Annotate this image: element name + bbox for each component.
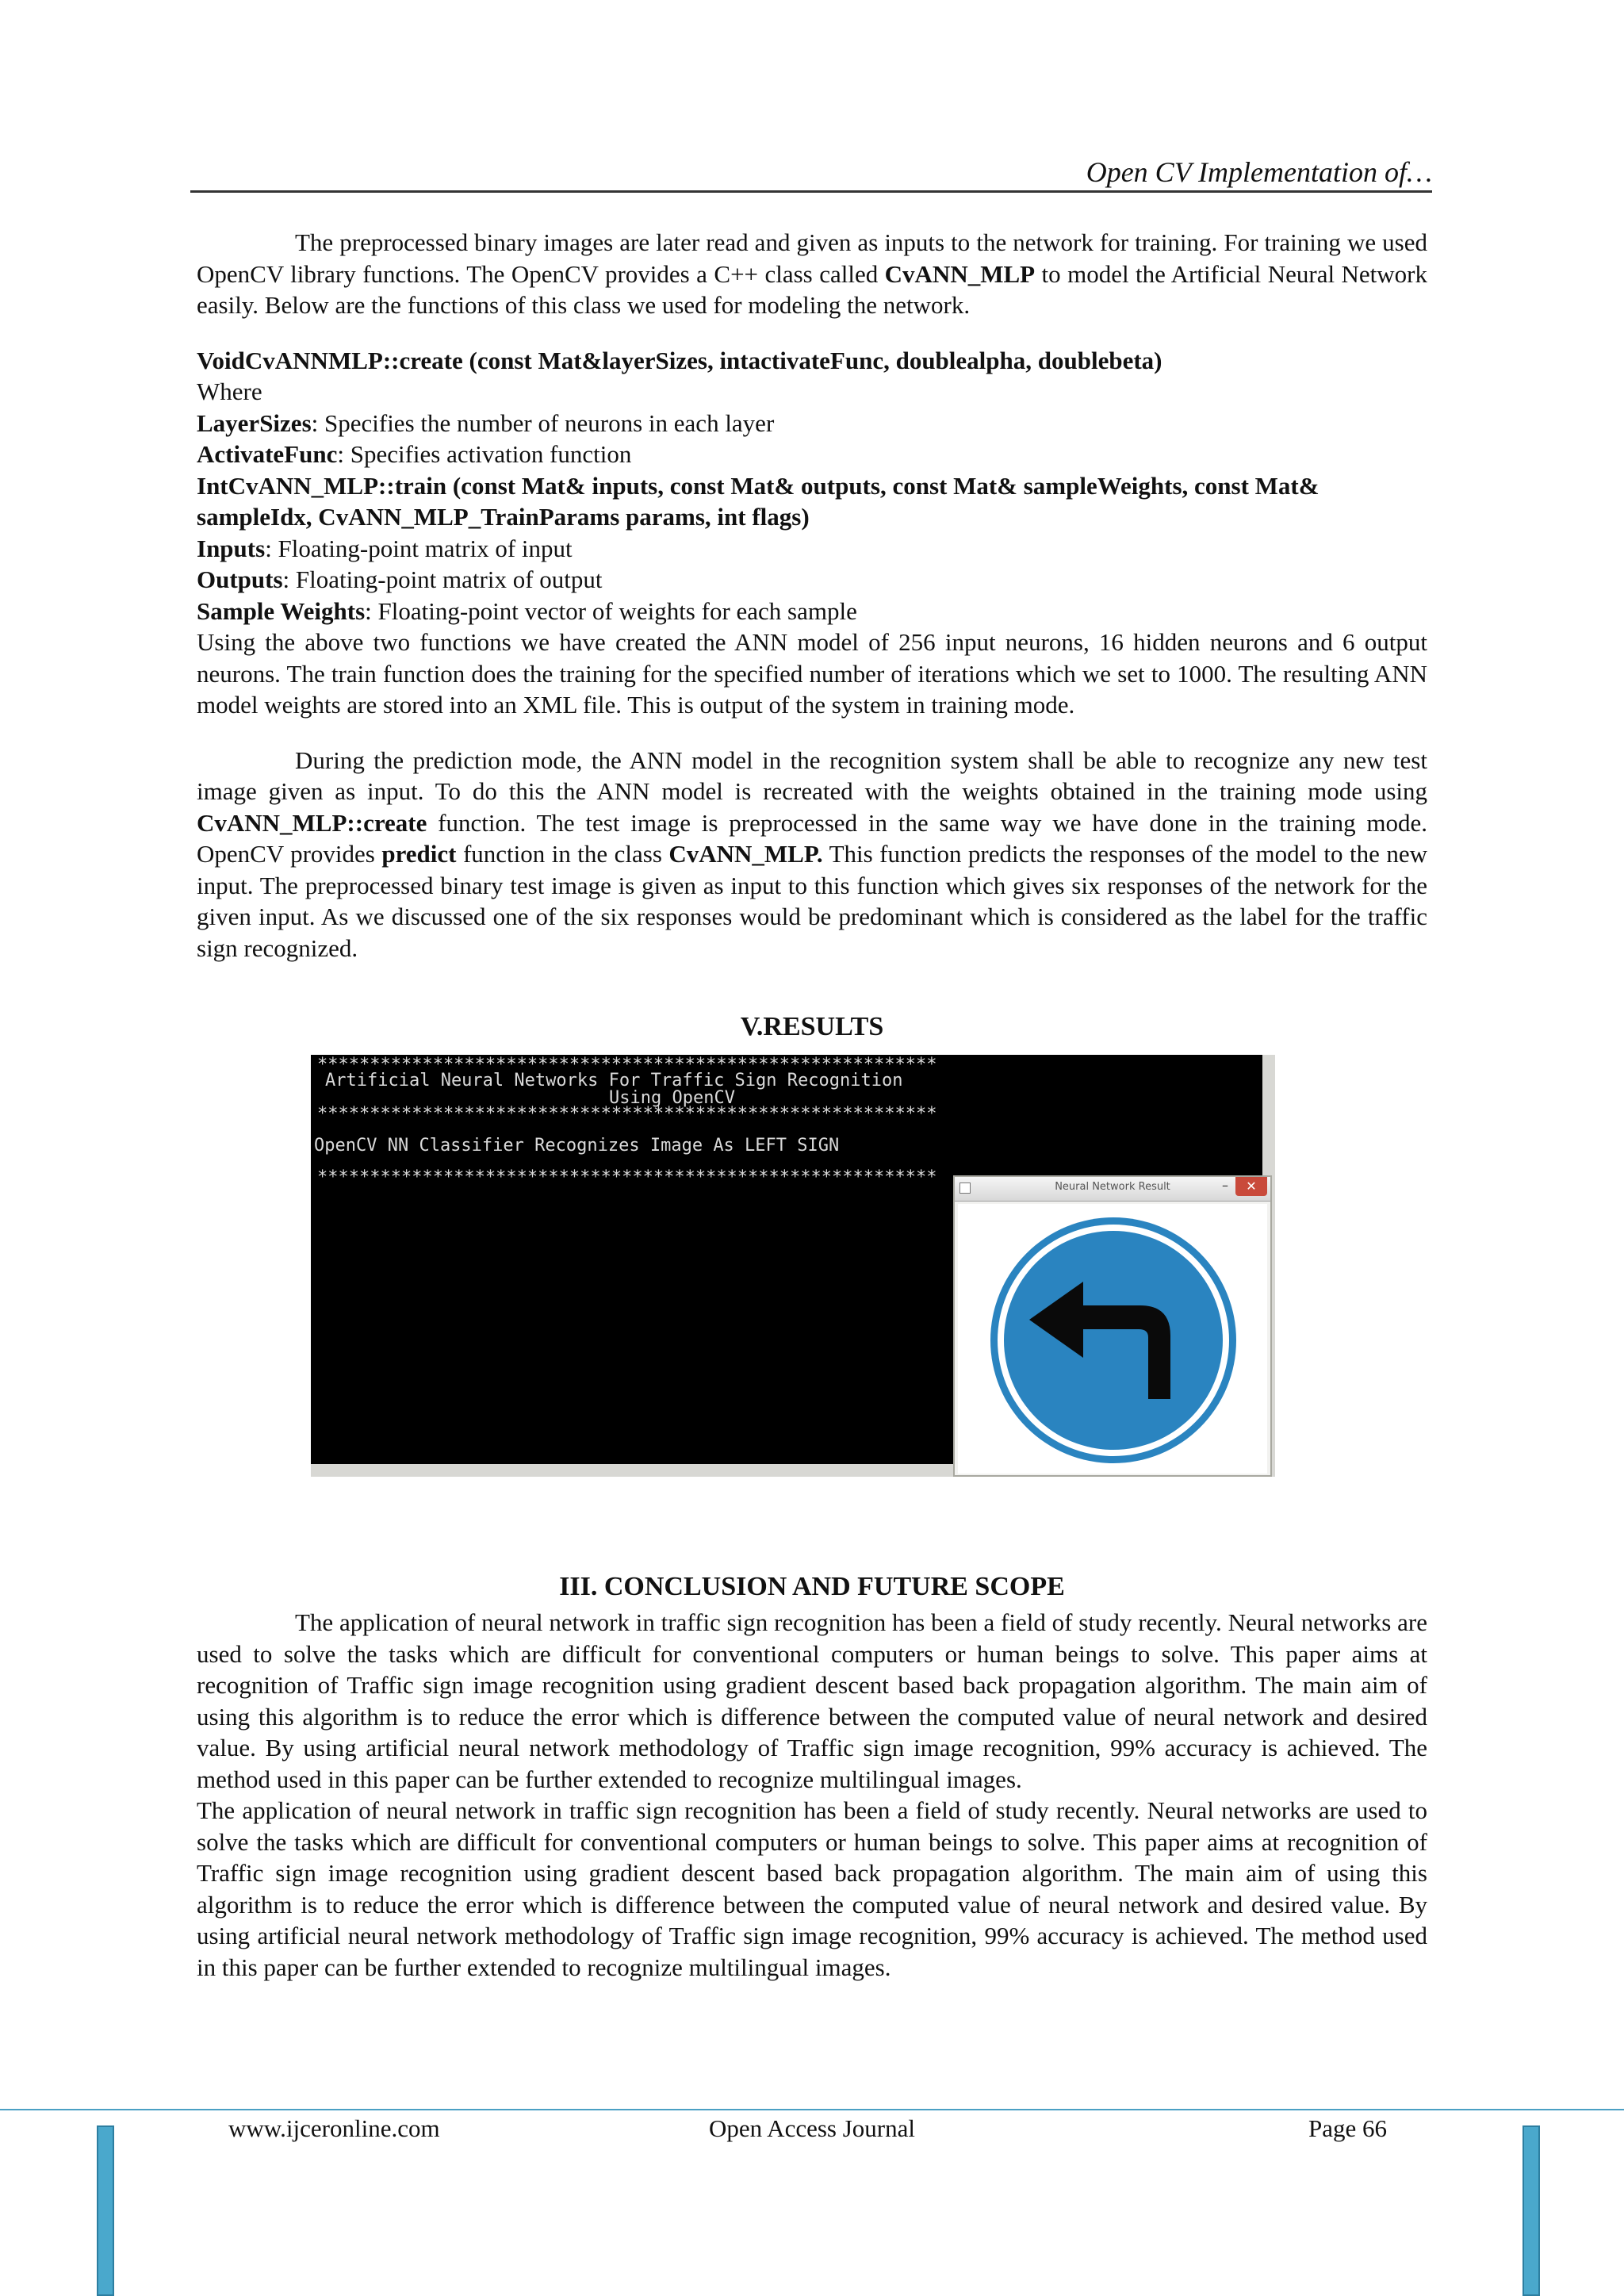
console-stars-bottom: *********************************************************** (317, 1167, 937, 1187)
console-stars-mid: *********************************************************** (317, 1104, 937, 1124)
minimize-icon[interactable]: – (1222, 1178, 1228, 1193)
footer-journal: Open Access Journal (709, 2114, 915, 2142)
inline-code-term: CvANN_MLP (884, 259, 1036, 288)
definition-desc: : Specifies activation function (337, 440, 632, 468)
paragraph-gap (197, 721, 1427, 745)
header-rule (190, 190, 1432, 193)
inline-code-term: CvANN_MLP. (668, 840, 823, 868)
definition-item (197, 533, 1427, 565)
left-turn-sign-image (958, 1204, 1267, 1474)
paragraph-model-summary: Using the above two functions we have created the ANN model of 256 input neurons, 16 hidden neurons and 6 output neurons. The train function does the training for the specified number of iterations which we set to 1000. The resulting ANN model weights are stored into an XML file. This is output of the system in training mode. (197, 628, 1427, 719)
body-text (197, 227, 1427, 964)
popup-image-area (958, 1204, 1267, 1474)
text-run: This function predicts the responses of the model to the new input. The preprocessed binary test image is given as input to this function which gives six responses of the network for the given input. As we discussed one of the six responses would be predominant which is considered as the label for the traffic sign recognized. (197, 840, 1427, 962)
definition-term: Outputs (197, 565, 283, 593)
paragraph-prediction (197, 745, 1427, 964)
text-run: The preprocessed binary images are later read and given as inputs to the network for training. For training we used OpenCV library functions. The OpenCV provides a C++ class called (197, 228, 1427, 288)
where-label: Where (197, 378, 262, 405)
console-title-line1: Artificial Neural Networks For Traffic Sign Recognition (325, 1071, 903, 1091)
result-popup-window (953, 1175, 1272, 1477)
conclusion-paragraph-2: The application of neural network in traffic sign recognition has been a field of study recently. Neural networks are used to solve the tasks which are difficult for conventional computers or human beings to solve. This paper aims at recognition of Traffic sign image recognition using gradient descent based back propagation algorithm. The main aim of using this algorithm is to reduce the error which is difference between the computed value of neural network and desired value. By using artificial neural network methodology of Traffic sign image recognition, 99% accuracy is achieved. The method used in this paper can be further extended to recognize multilingual images. (197, 1796, 1427, 1981)
text-run: During the prediction mode, the ANN model in the recognition system shall be able to recognize any new test image given as input. To do this the ANN model is recreated with the weights obtained in the training mode using (197, 746, 1427, 805)
function-create-signature: VoidCvANNMLP::create (const Mat&layerSizes, intactivateFunc, doublealpha, doublebeta) (197, 346, 1162, 374)
definition-item (197, 408, 1427, 439)
text-run: function. The test image is preprocessed in the same way we have done in the training mode. OpenCV provides (197, 808, 1427, 868)
definition-item (197, 439, 1427, 470)
footer-website: www.ijceronline.com (228, 2114, 440, 2142)
definition-term: Inputs (197, 534, 266, 562)
console-title-line2: Using OpenCV (609, 1088, 735, 1108)
paragraph-intro (197, 227, 1427, 321)
footer-decor-bar-left (97, 2125, 114, 2296)
popup-title: Neural Network Result (1055, 1181, 1170, 1193)
results-figure (311, 1055, 1275, 1477)
results-heading: V.RESULTS (740, 1012, 884, 1041)
paragraph-gap (197, 321, 1427, 345)
conclusion-text (197, 1607, 1427, 1983)
close-icon[interactable]: ✕ (1235, 1177, 1267, 1196)
definition-desc: : Floating-point vector of weights for each sample (365, 596, 857, 625)
conclusion-heading: III. CONCLUSION AND FUTURE SCOPE (559, 1572, 1065, 1601)
footer-decor-bar-right (1522, 2125, 1540, 2296)
text-run: to model the Artificial Neural Network easily. Below are the functions of this class we used for modeling the network. (197, 259, 1427, 319)
footer-rule (0, 2109, 1624, 2110)
definition-term: LayerSizes (197, 408, 312, 437)
console-result-message: OpenCV NN Classifier Recognizes Image As LEFT SIGN (314, 1136, 840, 1156)
definition-term: ActivateFunc (197, 440, 338, 468)
running-header: Open CV Implementation of… (1086, 156, 1432, 188)
console-stars-top: *********************************************************** (317, 1055, 937, 1075)
text-run: function in the class (456, 840, 669, 868)
function-train-signature: IntCvANN_MLP::train (const Mat& inputs, const Mat& outputs, const Mat& sampleWeights, const Mat& sampleIdx, CvANN_MLP_TrainParams params, int flags) (197, 471, 1320, 531)
definition-desc: : Floating-point matrix of input (265, 534, 573, 562)
definition-item (197, 564, 1427, 596)
conclusion-paragraph-1: The application of neural network in traffic sign recognition has been a field of study recently. Neural networks are used to solve the tasks which are difficult for conventional computers or human beings to solve. This paper aims at recognition of Traffic sign image recognition using gradient descent based back propagation algorithm. The main aim of using this algorithm is to reduce the error which is difference between the computed value of neural network and desired value. By using artificial neural network methodology of Traffic sign image recognition, 99% accuracy is achieved. The method used in this paper can be further extended to recognize multilingual images. (197, 1608, 1427, 1793)
definition-desc: : Floating-point matrix of output (282, 565, 603, 593)
inline-code-term: CvANN_MLP::create (197, 808, 427, 837)
sign-inner-disc (1004, 1231, 1223, 1450)
footer-page-number: Page 66 (1308, 2114, 1388, 2142)
definition-term: Sample Weights (197, 596, 366, 625)
definition-desc: : Specifies the number of neurons in each layer (311, 408, 775, 437)
inline-code-term: predict (381, 840, 457, 868)
definition-item (197, 596, 1427, 627)
popup-title-bar[interactable] (955, 1177, 1270, 1202)
